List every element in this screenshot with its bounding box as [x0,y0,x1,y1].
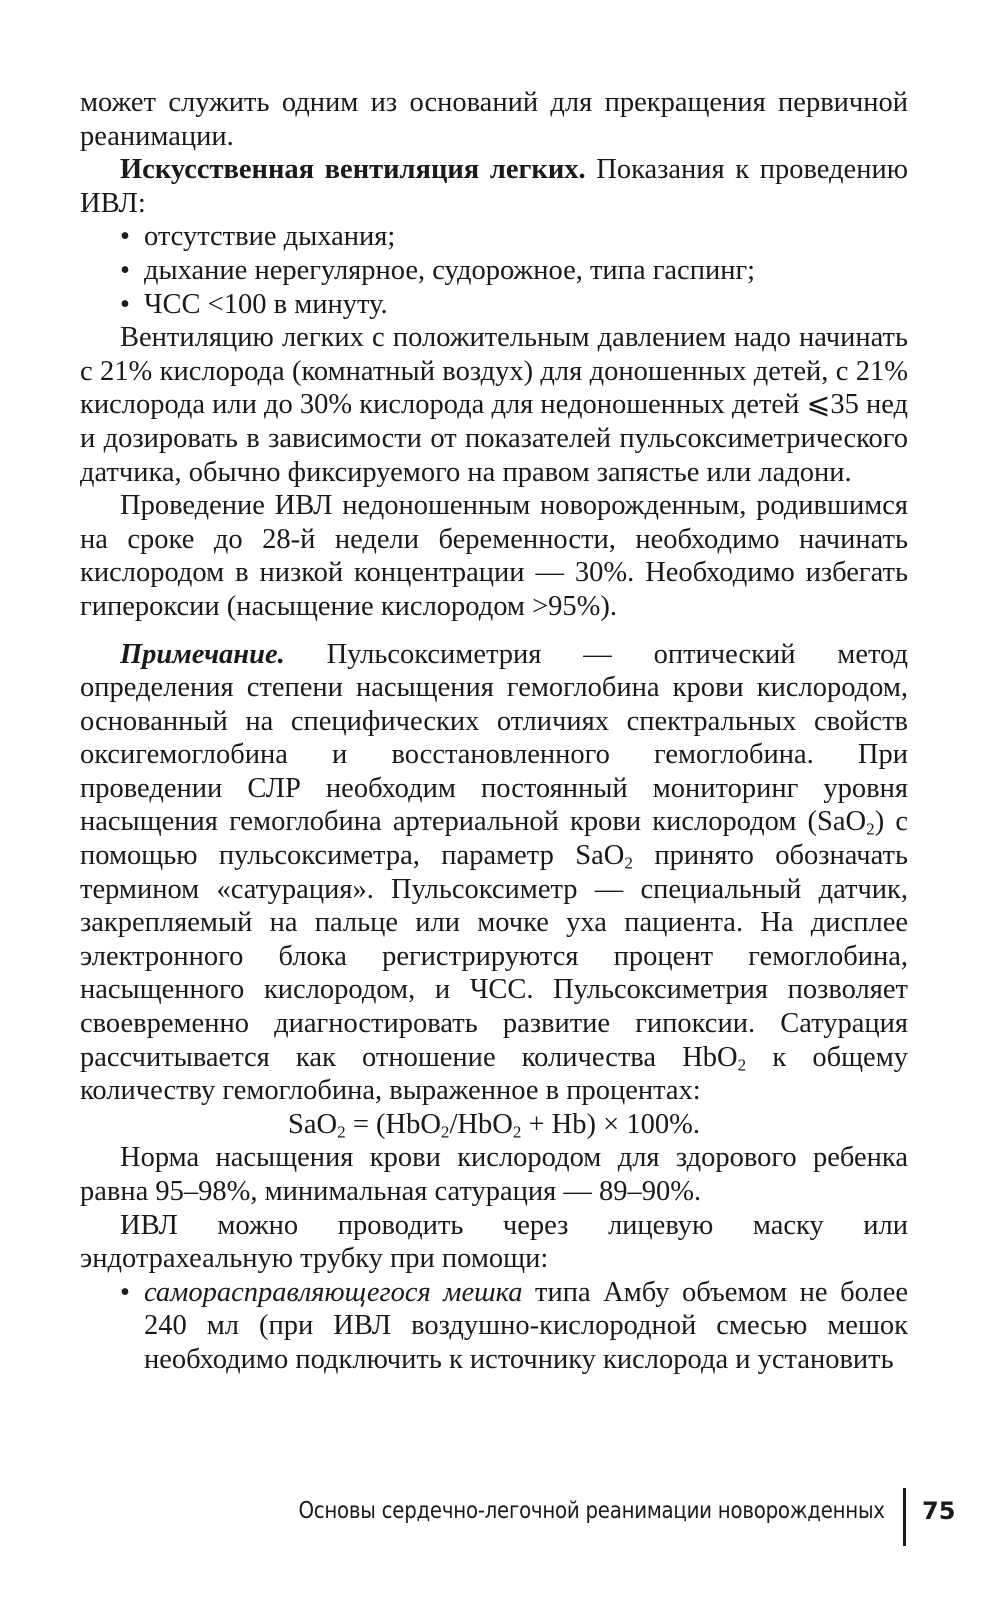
list-item [80,254,908,288]
subscript: 2 [737,1054,747,1074]
formula-part: /HbO [449,1108,513,1140]
devices-list [80,1276,908,1377]
note-text: Пульсоксиметрия — оптический метод определения степени насыщения гемоглобина крови кислородом, основанный на специфических отличиях спектральных свойств оксигемоглобина и восстановленного гемоглобина. При проведении СЛР необходим постоянный мониторинг уровня насыщения гемоглобина артериальной крови кислородом (SaO [80,638,908,838]
subscript: 2 [624,853,633,873]
running-title: Основы сердечно-легочной реанимации новорожденных [298,1498,885,1524]
subscript: 2 [440,1122,450,1142]
list-item-text: типа Амбу объемом не более 240 мл (при ИВЛ воздушно-кислородной смесью мешок необходимо подключить к источнику кислорода и установить [144,1276,908,1375]
bullet-icon: • [120,221,130,253]
paragraph-note [80,638,908,1108]
note-text: принято обозначать термином «сатурация». Пульсоксиметр — специальный датчик, закрепляемый на пальце или мочке уха пациента. На дисплее электронного блока регистрируются процент гемоглобина, насыщенного кислородом, и ЧСС. Пульсоксиметрия позволяет своевременно диагностировать развитие гипоксии. Сатурация рассчитывается как отношение количества HbO [80,840,908,1073]
list-item [80,1276,908,1377]
list-item [80,288,908,322]
paragraph-continuation: может служить одним из оснований для прекращения первичной реанимации. [80,87,908,152]
bullet-icon: • [120,254,130,286]
list-item [80,220,908,254]
subscript: 2 [337,1122,346,1142]
paragraph-ventilation-methods: ИВЛ можно проводить через лицевую маску или эндотрахеальную трубку при помощи: [80,1209,908,1275]
page-footer [0,1488,1000,1548]
device-name: саморасправляющегося мешка [144,1276,523,1308]
paragraph-preterm: Проведение ИВЛ недоношенным новорожденным, родившимся на сроке до 28-й недели беременности, необходимо начинать кислородом в низкой концентрации — 30%. Необходимо избегать гипероксии (насыщение кислородом >95%). [80,490,908,622]
paragraph-ventilation-heading [80,153,908,220]
formula-part: = (HbO [345,1108,441,1140]
list-item-text: отсутствие дыхания; [144,221,396,253]
body-text [80,86,908,1377]
note-text: к общему количеству гемоглобина, выраженное в процентах: [80,1041,908,1107]
saturation-formula [80,1108,908,1142]
subscript: 2 [866,819,875,839]
formula-part: + Hb) × 100%. [521,1108,700,1140]
formula-part: SaO [288,1108,338,1140]
note-text: ) с помощью пульсоксиметра, параметр SaO [80,806,908,872]
subscript: 2 [512,1122,522,1142]
indications-list [80,220,908,321]
note-label: Примечание. [120,638,285,670]
section-heading: Искусственная вентиляция легких. [120,154,586,186]
list-item-text: ЧСС <100 в минуту. [144,288,388,320]
heading-continuation: Показания к проведению ИВЛ: [80,154,908,219]
paragraph-saturation-norm: Норма насыщения крови кислородом для здорового ребенка равна 95–98%, минимальная сатурация — 89–90%. [80,1142,908,1207]
bullet-icon: • [120,1276,130,1308]
footer-divider [903,1488,906,1546]
list-item-text: дыхание нерегулярное, судорожное, типа гаспинг; [144,254,756,286]
page-number: 75 [922,1497,956,1525]
paragraph-oxygen-concentration: Вентиляцию легких с положительным давлением надо начинать с 21% кислорода (комнатный воздух) для доношенных детей, с 21% кислорода или до 30% кислорода для недоношенных детей ⩽35 нед и дозировать в зависимости от показателей пульсоксиметрического датчика, обычно фиксируемого на правом запястье или ладони. [80,322,908,488]
bullet-icon: • [120,288,130,320]
